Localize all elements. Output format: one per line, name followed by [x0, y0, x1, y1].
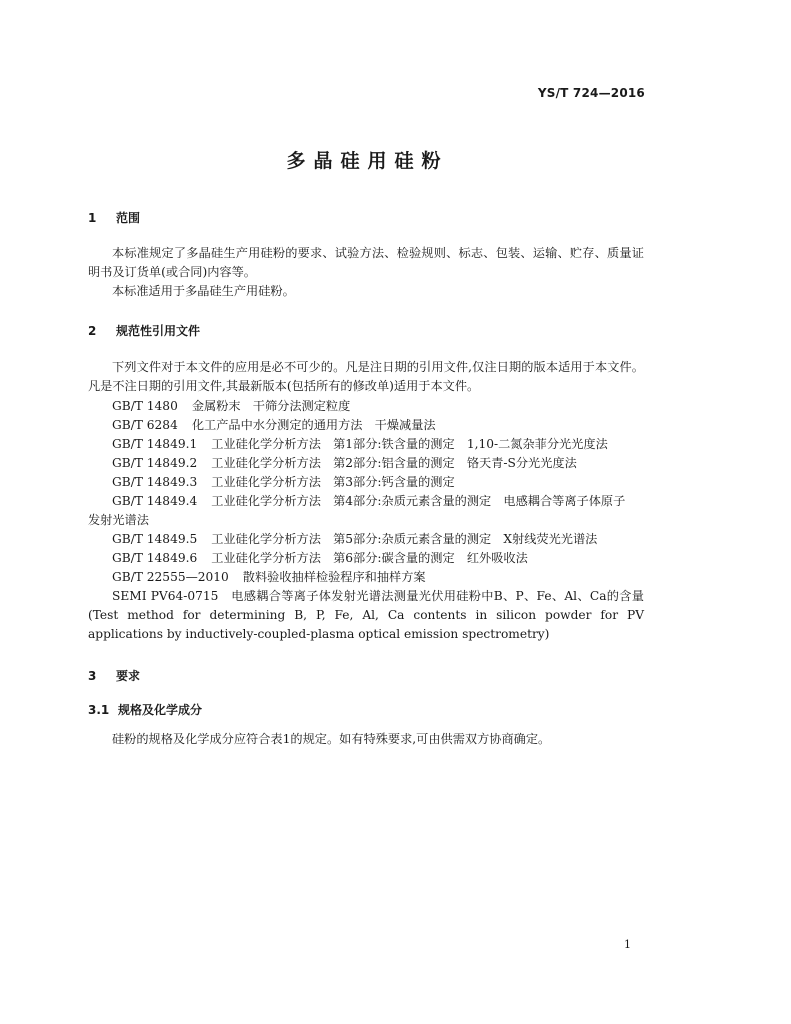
- reference-code: GB/T 22555—2010: [112, 570, 229, 584]
- reference-title: 工业硅化学分析方法 第6部分:碳含量的测定 红外吸收法: [211, 551, 528, 565]
- reference-title: 工业硅化学分析方法 第1部分:铁含量的测定 1,10-二氮杂菲分光光度法: [211, 437, 608, 451]
- section-2-heading: [88, 322, 200, 339]
- requirements-paragraph: 硅粉的规格及化学成分应符合表1的规定。如有特殊要求,可由供需双方协商确定。: [112, 732, 551, 746]
- reference-title: 工业硅化学分析方法 第3部分:钙含量的测定: [211, 475, 455, 489]
- reference-code: GB/T 14849.5: [112, 532, 198, 546]
- reference-item: [88, 492, 648, 511]
- section-title: 规范性引用文件: [116, 324, 201, 338]
- reference-code: GB/T 14849.2: [112, 456, 198, 470]
- page-number: 1: [624, 938, 631, 951]
- reference-title-continuation: 发射光谱法: [88, 513, 149, 527]
- standard-code: YS/T 724—2016: [537, 86, 645, 100]
- reference-code: GB/T 14849.1: [112, 437, 198, 451]
- reference-item: [88, 416, 648, 435]
- reference-item: [88, 454, 648, 473]
- reference-title: 工业硅化学分析方法 第2部分:铝含量的测定 铬天青-S分光光度法: [211, 456, 577, 470]
- reference-title: 散料验收抽样检验程序和抽样方案: [242, 570, 426, 584]
- semi-reference: SEMI PV64-0715 电感耦合等离子体发射光谱法测量光伏用硅粉中B、P、Fe、Al、Ca的含量(Test method for determining B, P, Fe, Al, Ca contents in silicon powder for PV applications by inductively-coupled-plasma optical emission spectrometry): [88, 589, 644, 641]
- scope-paragraph-2: 本标准适用于多晶硅生产用硅粉。: [112, 284, 295, 298]
- subsection-3-1-heading: [88, 701, 202, 718]
- reference-title: 化工产品中水分测定的通用方法 干燥减量法: [191, 418, 436, 432]
- section-1-heading: [88, 209, 140, 226]
- subsection-title: 规格及化学成分: [118, 703, 203, 717]
- scope-paragraph-1: 本标准规定了多晶硅生产用硅粉的要求、试验方法、检验规则、标志、包装、运输、贮存、质量证明书及订货单(或合同)内容等。: [88, 246, 644, 279]
- section-number: 2: [88, 324, 97, 338]
- reference-item-continuation: [88, 511, 648, 530]
- document-title: 多晶硅用硅粉: [286, 150, 449, 172]
- reference-code: GB/T 14849.4: [112, 494, 198, 508]
- reference-item: [88, 397, 648, 416]
- reference-title: 工业硅化学分析方法 第4部分:杂质元素含量的测定 电感耦合等离子体原子: [211, 494, 626, 508]
- subsection-number: 3.1: [88, 703, 110, 717]
- reference-item: [88, 549, 648, 568]
- reference-item: [88, 568, 648, 587]
- section-number: 1: [88, 211, 97, 225]
- reference-item: [88, 530, 648, 549]
- section-number: 3: [88, 669, 97, 683]
- section-title: 范围: [116, 211, 141, 225]
- section-3-heading: [88, 667, 140, 684]
- reference-code: GB/T 14849.6: [112, 551, 198, 565]
- reference-title: 工业硅化学分析方法 第5部分:杂质元素含量的测定 X射线荧光光谱法: [211, 532, 598, 546]
- reference-code: GB/T 14849.3: [112, 475, 198, 489]
- reference-code: GB/T 1480: [112, 399, 178, 413]
- reference-code: GB/T 6284: [112, 418, 178, 432]
- reference-item: [88, 435, 648, 454]
- section-title: 要求: [116, 669, 141, 683]
- reference-title: 金属粉末 干筛分法测定粒度: [191, 399, 351, 413]
- reference-item: [88, 473, 648, 492]
- normative-intro: 下列文件对于本文件的应用是必不可少的。凡是注日期的引用文件,仅注日期的版本适用于本文件。凡是不注日期的引用文件,其最新版本(包括所有的修改单)适用于本文件。: [88, 360, 644, 393]
